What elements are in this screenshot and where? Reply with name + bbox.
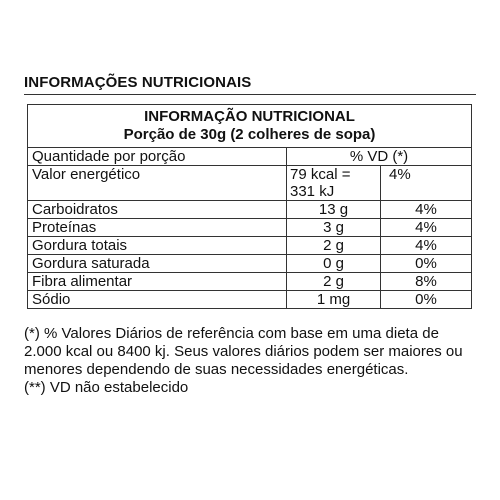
table-row xyxy=(28,201,471,219)
footnotes xyxy=(24,325,474,397)
nutrient-label: Carboidratos xyxy=(28,201,287,218)
column-header-row xyxy=(28,148,471,166)
energy-row xyxy=(28,166,471,201)
table-row xyxy=(28,237,471,255)
table-row xyxy=(28,291,471,308)
nutrient-vd: 4% xyxy=(415,219,437,236)
section-title: INFORMAÇÕES NUTRICIONAIS xyxy=(24,74,252,91)
nutrient-amount: 2 g xyxy=(287,237,381,254)
table-row xyxy=(28,255,471,273)
energy-amount xyxy=(287,166,381,200)
nutrient-label: Sódio xyxy=(28,291,287,308)
energy-kj: 331 kJ xyxy=(290,183,335,200)
nutrient-amount: 3 g xyxy=(287,219,381,236)
nutrient-vd: 8% xyxy=(415,273,437,290)
quantity-header: Quantidade por porção xyxy=(28,148,287,165)
nutrient-amount: 2 g xyxy=(287,273,381,290)
footnote-vd-not-established: (**) VD não estabelecido xyxy=(24,379,189,396)
table-title: INFORMAÇÃO NUTRICIONAL xyxy=(144,108,355,125)
table-row xyxy=(28,273,471,291)
nutrient-label: Fibra alimentar xyxy=(28,273,287,290)
section-divider xyxy=(24,94,476,95)
energy-vd: 4% xyxy=(389,166,411,183)
serving-size: Porção de 30g (2 colheres de sopa) xyxy=(123,126,376,143)
nutrient-amount: 1 mg xyxy=(287,291,381,308)
table-header xyxy=(28,105,471,148)
nutrient-vd: 4% xyxy=(415,237,437,254)
nutrient-amount: 13 g xyxy=(287,201,381,218)
nutrition-table xyxy=(27,104,472,309)
nutrient-vd: 0% xyxy=(415,255,437,272)
nutrient-label: Gordura totais xyxy=(28,237,287,254)
nutrient-vd: 0% xyxy=(415,291,437,308)
energy-label: Valor energético xyxy=(28,166,287,200)
nutrient-label: Proteínas xyxy=(28,219,287,236)
table-row xyxy=(28,219,471,237)
footnote-daily-values: (*) % Valores Diários de referência com base em uma dieta de 2.000 kcal ou 8400 kj. Seus valores diários podem ser maiores ou menores dependendo de suas necessidades energéticas. xyxy=(24,325,463,378)
energy-kcal: 79 kcal = xyxy=(290,166,351,183)
nutrient-amount: 0 g xyxy=(287,255,381,272)
vd-header: % VD (*) xyxy=(349,148,409,165)
nutrient-vd: 4% xyxy=(415,201,437,218)
nutrient-label: Gordura saturada xyxy=(28,255,287,272)
